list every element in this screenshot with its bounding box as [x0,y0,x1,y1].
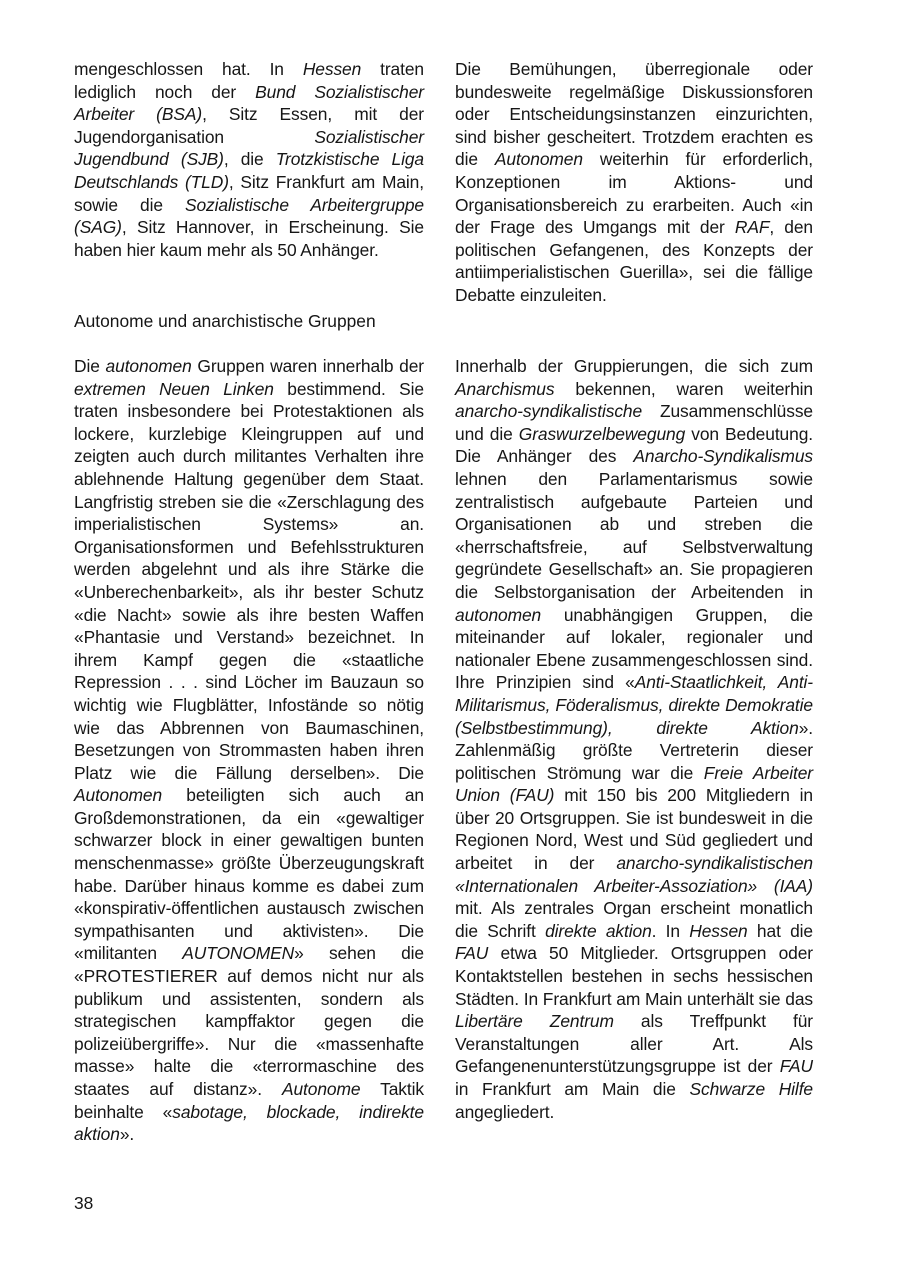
text-run: Gruppen waren innerhalb der [191,356,424,376]
text-run: in Frankfurt am Main die [455,1079,690,1099]
text-run: mengeschlossen hat. In [74,59,303,79]
emphasized-text: FAU [455,943,489,964]
text-run: etwa 50 Mitglieder. Ortsgruppen oder Kontaktstellen bestehen in sechs hessischen Städten. In Frankfurt am Main unterhält sie das [455,943,813,1009]
emphasized-text: Anarchismus [455,378,555,399]
page-number: 38 [74,1193,94,1213]
text-run: mit 150 bis 200 Mitgliedern in über 20 Ortsgruppen. Sie ist bundesweit in die Regionen Nord, West und Süd gegliedert und arbeitet in der [455,785,813,874]
text-run: lehnen den Parlamentarismus sowie zentralistisch aufgebaute Parteien und Organisationen ab und streben die «herrschaftsfreie, auf Selbstverwaltung gegründete Gesellschaft» an. Sie propagieren die Selbstorganisation der Arbeitenden in [455,468,813,602]
emphasized-text: Graswurzelbewegung [518,423,686,444]
text-run: weiterhin für erforderlich, Konzeptionen im Aktions- und Organisationsbereich zu erarbeiten. Auch «in der Frage des Umgangs mit der [455,149,814,238]
emphasized-text: Bund Sozialistischer Arbeiter (BSA) [74,81,424,125]
text-run: als Treffpunkt für Veranstaltungen aller Art. Als Gefangenenunterstützungsgruppe ist der [455,1011,813,1077]
emphasized-text: autonomen [105,356,192,376]
emphasized-text: Hessen [302,59,362,79]
emphasized-text: Autonomen [494,149,583,170]
text-run: , Sitz Frankfurt am Main, sowie die [74,171,424,215]
paragraph-bottom-left [74,355,424,1146]
text-run: hat die [747,920,813,941]
paragraph-bottom-right [455,355,813,1123]
emphasized-text: Sozialistischer Jugendbund (SJB) [74,126,424,170]
text-run: Innerhalb der Gruppierungen, die sich zum [455,356,813,376]
emphasized-text: anarcho-syndikalistische [455,401,643,422]
emphasized-text: AUTONOMEN [182,943,295,964]
emphasized-text: Autonome [281,1079,361,1099]
text-run: Die Bemühungen, überregionale oder bundesweite regelmäßige Diskussionsforen oder Entscheidungsinstanzen einzurichten, sind bisher gescheitert. Trotzdem erachten es die [455,59,813,170]
emphasized-text: Sozialistische Arbeitergruppe (SAG) [74,194,424,238]
text-run: » sehen die «PROTESTIERER auf demos nicht nur als publikum und assistenten, sondern als strategischen kampffaktor gegen die polizeiübergriffe». Nur die «massenhafte masse» halte die «terrormaschine des staates auf distanz». [74,943,425,1099]
emphasized-text: Freie Arbeiter Union (FAU) [455,762,813,806]
emphasized-text: Libertäre Zentrum [455,1011,614,1032]
text-run: ». Zahlenmäßig größte Vertreterin dieser politischen Strömung war die [455,717,813,783]
paragraph-top-left [74,58,424,261]
text-run: Die [74,356,106,376]
text-run: Taktik beinhalte « [74,1079,424,1122]
text-run: beteiligten sich auch an Großdemonstrationen, da ein «gewaltiger schwarzer block in einer gewaltigen bunten menschenmasse» größte Überzeugungskraft habe. Darüber hinaus komme es dabei zum «konspirativ-öffentlichen austausch zwischen sympathisanten und aktivisten». Die «militanten [74,785,424,964]
text-run: , die [223,149,276,170]
emphasized-text: Schwarze Hilfe [689,1079,813,1099]
emphasized-text: RAF [734,217,770,238]
emphasized-text: anarcho-syndikalistischen «Internationalen Arbeiter-Assoziation» (IAA) [455,853,813,896]
emphasized-text: Anti-Staatlichkeit, Anti-Militarismus, Föderalismus, direkte Demokratie (Selbstbestimmung), direkte Aktion [455,672,813,738]
text-run: , den politischen Gefangenen, des Konzepts der antiimperialistischen Guerilla», sei die fällige Debatte einzuleiten. [455,217,813,305]
emphasized-text: extremen Neuen Linken [74,378,274,399]
emphasized-text: Anarcho-Syndikalismus [633,446,813,467]
emphasized-text: direkte aktion [545,920,652,941]
text-run: angegliedert. [455,1101,555,1122]
section-heading: Autonome und anarchistische Gruppen [74,311,376,331]
text-run: mit. Als zentrales Organ erscheint monatlich die Schrift [455,898,813,941]
text-run: bestimmend. Sie traten insbesondere bei Protestaktionen als lockere, kurzlebige Kleingruppen auf und zeigten auch durch militantes Verhalten ihre ablehnende Haltung gegenüber dem Staat. Langfristig streben sie die «Zerschlagung des imperialistischen Systems» an. Organisationsformen und Befehlsstrukturen werden abgelehnt und als ihre Stärke die «Unberechenbarkeit», als ihr bester Schutz «die Nacht» sowie als ihre besten Waffen «Phantasie und Verstand» bezeichnet. In ihrem Kampf gegen die «staatliche Repression . . . sind Löcher im Bauzaun so wichtig wie Flugblätter, Infostände so nötig wie das Abbrennen von Baumaschinen, Besetzungen von Strommasten haben ihren Platz wie die Fällung derselben». Die [74,378,424,783]
text-run: traten lediglich noch der [74,59,424,102]
text-run: von Bedeutung. Die Anhänger des [455,423,814,467]
text-run: . In [651,920,690,941]
text-run: bekennen, waren weiterhin [554,378,813,399]
emphasized-text: FAU [779,1056,813,1077]
emphasized-text: Autonomen [74,785,163,806]
emphasized-text: autonomen [455,604,542,625]
text-run: Zusammenschlüsse und die [455,401,813,444]
emphasized-text: Trotzkistische Liga Deutschlands (TLD) [74,149,425,192]
text-run: unabhängigen Gruppen, die miteinander auf lokaler, regionaler und nationaler Ebene zusammengeschlossen sind. Ihre Prinzipien sind « [455,604,813,693]
text-run: , Sitz Hannover, in Erscheinung. Sie haben hier kaum mehr als 50 Anhänger. [74,217,424,260]
text-run: ». [119,1124,135,1145]
emphasized-text: sabotage, blockade, indirekte aktion [74,1101,424,1145]
paragraph-top-right [455,58,813,307]
text-run: , Sitz Essen, mit der Jugendorganisation [74,104,424,147]
emphasized-text: Hessen [689,920,748,941]
